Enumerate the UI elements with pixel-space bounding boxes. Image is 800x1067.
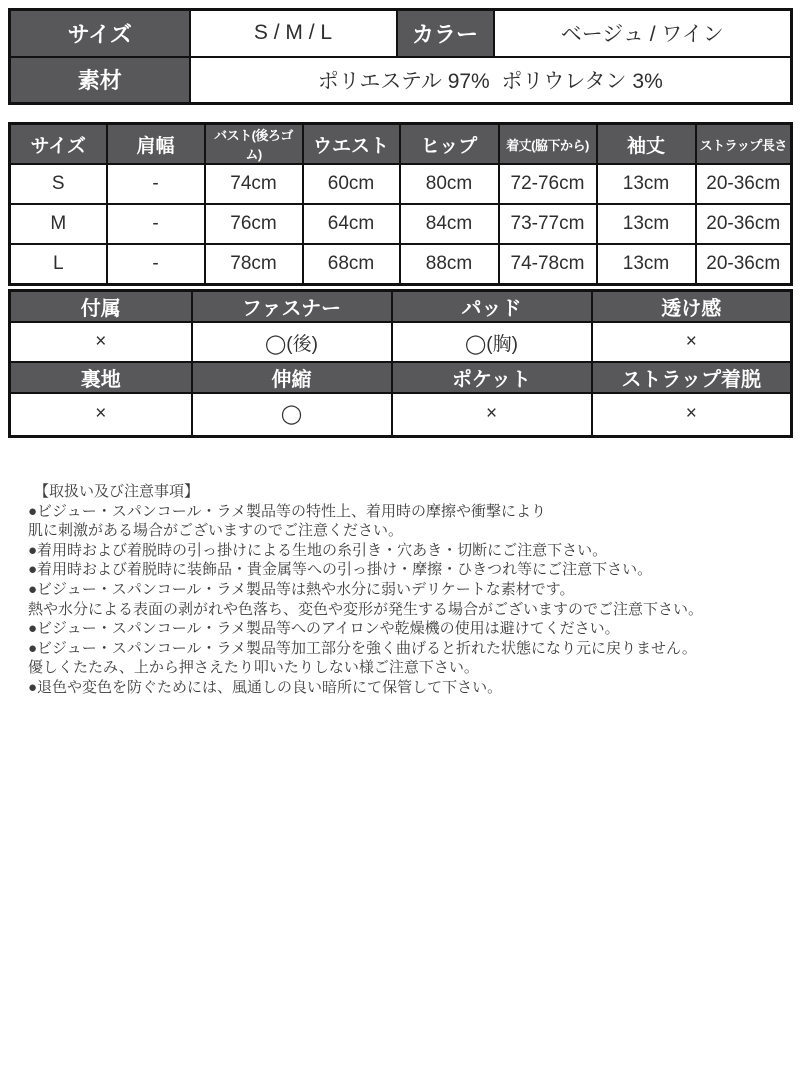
feature-value-pad: ◯(胸) [392, 322, 592, 362]
measure-cell: 13cm [597, 164, 696, 204]
care-notes-title: 【取扱い及び注意事項】 [34, 483, 200, 500]
measure-cell: 72-76cm [499, 164, 597, 204]
feature-header-pocket: ポケット [392, 362, 592, 393]
care-note-line: 肌に刺激がある場合がございますのでご注意ください。 [28, 522, 404, 540]
col-header-sleeve: 袖丈 [597, 124, 696, 165]
feature-header-lining: 裏地 [10, 362, 192, 393]
feature-header-accessory: 付属 [10, 291, 192, 323]
measure-cell: 64cm [303, 204, 400, 244]
measure-cell: 13cm [597, 244, 696, 284]
feature-header-row-1 [10, 291, 792, 323]
feature-value-strap-detach: × [592, 393, 792, 436]
feature-value-sheerness: × [592, 322, 792, 362]
product-info-table [8, 8, 793, 105]
measure-cell: 88cm [400, 244, 499, 284]
feature-header-strap-detach: ストラップ着脱 [592, 362, 792, 393]
measure-cell: - [107, 204, 205, 244]
measurement-header-row [10, 124, 792, 165]
measure-cell: 74-78cm [499, 244, 597, 284]
col-header-hip: ヒップ [400, 124, 499, 165]
feature-header-row-2 [10, 362, 792, 393]
size-header-cell: サイズ [10, 10, 190, 57]
feature-value-accessory: × [10, 322, 192, 362]
measure-cell: 60cm [303, 164, 400, 204]
size-value-cell: S / M / L [190, 10, 397, 57]
color-value-cell: ベージュ / ワイン [494, 10, 792, 57]
col-header-waist: ウエスト [303, 124, 400, 165]
measure-cell: 76cm [205, 204, 303, 244]
measure-cell: 73-77cm [499, 204, 597, 244]
material-header-cell: 素材 [10, 57, 190, 104]
measure-cell: 80cm [400, 164, 499, 204]
feature-value-stretch: ◯ [192, 393, 392, 436]
feature-value-fastener: ◯(後) [192, 322, 392, 362]
measure-cell: 84cm [400, 204, 499, 244]
measure-cell: 20-36cm [696, 244, 792, 284]
col-header-bust: バスト(後ろゴム) [205, 124, 303, 165]
info-row-material [10, 57, 792, 104]
col-header-size: サイズ [10, 124, 107, 165]
size-name-cell: S [10, 164, 107, 204]
measure-cell: 68cm [303, 244, 400, 284]
care-note-line: ●ビジュー・スパンコール・ラメ製品等へのアイロンや乾燥機の使用は避けてください。 [28, 620, 620, 638]
color-header-cell: カラー [397, 10, 494, 57]
care-note-line: ●退色や変色を防ぐためには、風通しの良い暗所にて保管して下さい。 [28, 678, 503, 696]
measure-cell: - [107, 244, 205, 284]
measure-cell: 78cm [205, 244, 303, 284]
material-value-cell: ポリエステル 97% ポリウレタン 3% [190, 57, 792, 104]
measurement-row-l [10, 244, 792, 284]
size-name-cell: L [10, 244, 107, 284]
measure-cell: 74cm [205, 164, 303, 204]
care-note-line: 優しくたたみ、上から押さえたり叩いたりしない様ご注意下さい。 [28, 659, 479, 677]
measure-cell: 20-36cm [696, 164, 792, 204]
measure-cell: 20-36cm [696, 204, 792, 244]
feature-header-pad: パッド [392, 291, 592, 323]
feature-header-fastener: ファスナー [192, 291, 392, 323]
feature-header-stretch: 伸縮 [192, 362, 392, 393]
size-name-cell: M [10, 204, 107, 244]
care-note-line: ●ビジュー・スパンコール・ラメ製品等は熱や水分に弱いデリケートな素材です。 [28, 580, 575, 598]
measure-cell: 13cm [597, 204, 696, 244]
info-row-size-color [10, 10, 792, 57]
feature-table [8, 289, 793, 438]
care-note-line: 熱や水分による表面の剥がれや色落ち、変色や変形が発生する場合がございますのでご注意下さい。 [28, 600, 704, 618]
care-note-line: ●着用時および着脱時に装飾品・貴金属等への引っ掛け・摩擦・ひきつれ等にご注意下さい。 [28, 561, 653, 579]
care-note-line: ●着用時および着脱時の引っ掛けによる生地の糸引き・穴あき・切断にご注意下さい。 [28, 541, 608, 559]
feature-value-row-2 [10, 393, 792, 436]
col-header-shoulder: 肩幅 [107, 124, 205, 165]
measure-cell: - [107, 164, 205, 204]
feature-header-sheerness: 透け感 [592, 291, 792, 323]
care-note-line: ●ビジュー・スパンコール・ラメ製品等の特性上、着用時の摩擦や衝撃により [28, 502, 547, 520]
col-header-strap: ストラップ長さ [696, 124, 792, 165]
feature-value-row-1 [10, 322, 792, 362]
measurement-row-m [10, 204, 792, 244]
care-notes [28, 482, 788, 698]
feature-value-lining: × [10, 393, 192, 436]
care-note-line: ●ビジュー・スパンコール・ラメ製品等加工部分を強く曲げると折れた状態になり元に戻りません。 [28, 639, 697, 657]
col-header-length: 着丈(脇下から) [499, 124, 597, 165]
measurement-row-s [10, 164, 792, 204]
feature-value-pocket: × [392, 393, 592, 436]
measurement-table [8, 122, 793, 286]
